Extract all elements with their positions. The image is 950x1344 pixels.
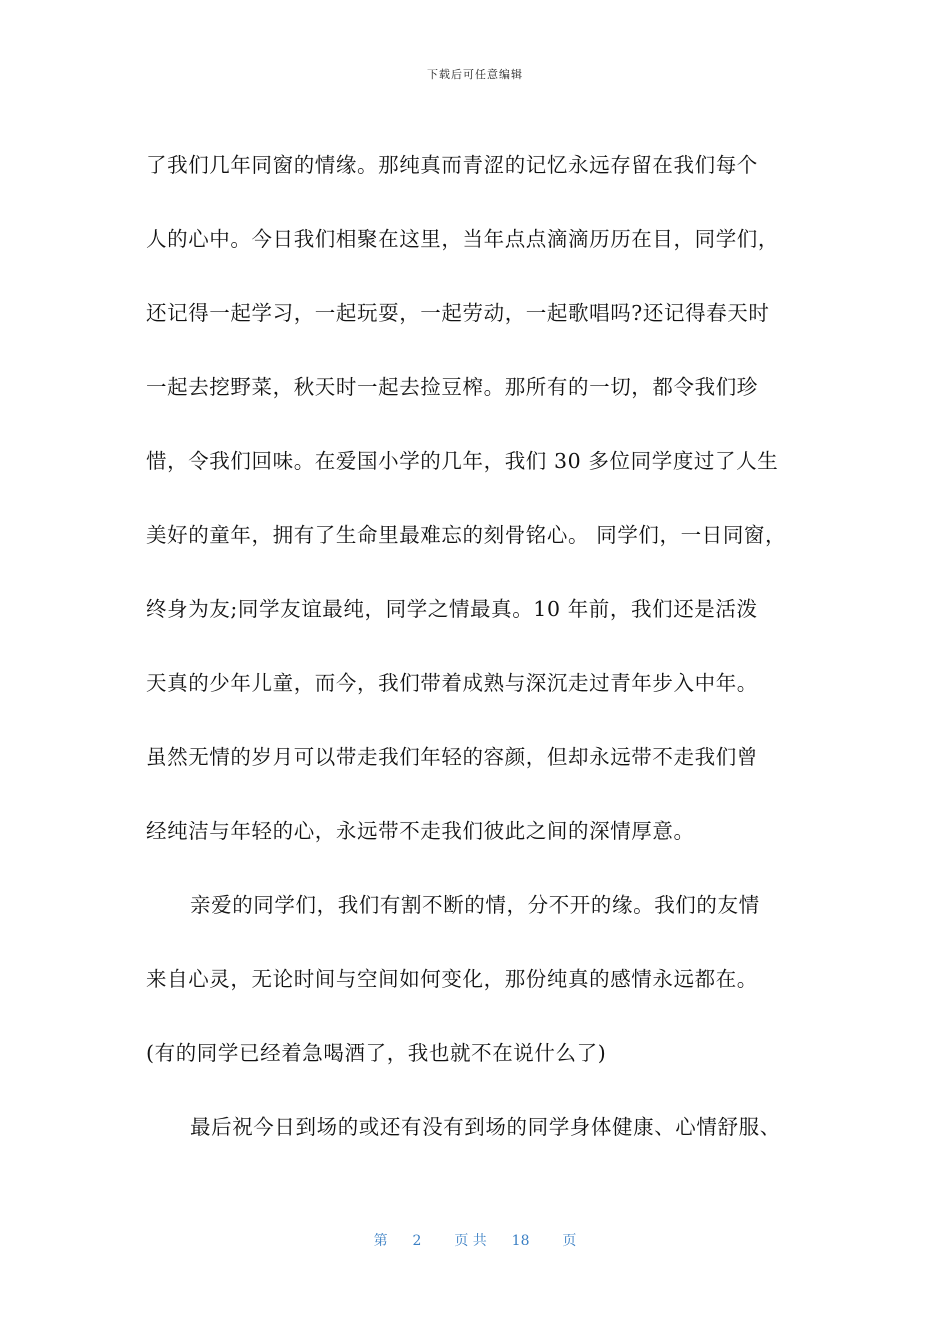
text-line: 来自心灵，无论时间与空间如何变化，那份纯真的感情永远都在。 [146,967,758,991]
text-line: 人的心中。今日我们相聚在这里，当年点点滴滴历历在目，同学们， [146,227,779,251]
current-page-number: 2 [412,1233,422,1249]
paragraph-first-line: 亲爱的同学们，我们有割不断的情，分不开的缘。我们的友情 [190,893,760,917]
page-footer [0,1230,950,1250]
total-pages-number: 18 [511,1233,530,1249]
text-line: 经纯洁与年轻的心，永远带不走我们彼此之间的深情厚意。 [146,819,695,843]
text-line: 天真的少年儿童，而今，我们带着成熟与深沉走过青年步入中年。 [146,671,758,695]
text-line: 一起去挖野菜，秋天时一起去捡豆榨。那所有的一切，都令我们珍 [146,375,758,399]
text-line: 了我们几年同窗的情缘。那纯真而青涩的记忆永远存留在我们每个 [146,153,758,177]
document-body [146,128,826,1164]
text-line: 虽然无情的岁月可以带走我们年轻的容颜，但却永远带不走我们曾 [146,745,758,769]
footer-suffix: 页 [562,1233,577,1249]
footer-prefix: 第 [373,1233,388,1249]
text-line: 还记得一起学习，一起玩耍，一起劳动，一起歌唱吗?还记得春天时 [146,301,770,325]
footer-middle: 页 共 [454,1233,487,1249]
text-line: 终身为友;同学友谊最纯，同学之情最真。10 年前，我们还是活泼 [146,597,758,621]
paragraph-first-line: 最后祝今日到场的或还有没有到场的同学身体健康、心情舒服、 [190,1115,781,1139]
page-header: 下载后可任意编辑 [427,68,523,81]
text-line: 惜，令我们回味。在爱国小学的几年，我们 30 多位同学度过了人生 [146,449,779,473]
text-line: (有的同学已经着急喝酒了，我也就不在说什么了) [146,1041,607,1065]
text-line: 美好的童年，拥有了生命里最难忘的刻骨铭心。 同学们，一日同窗， [146,523,787,547]
